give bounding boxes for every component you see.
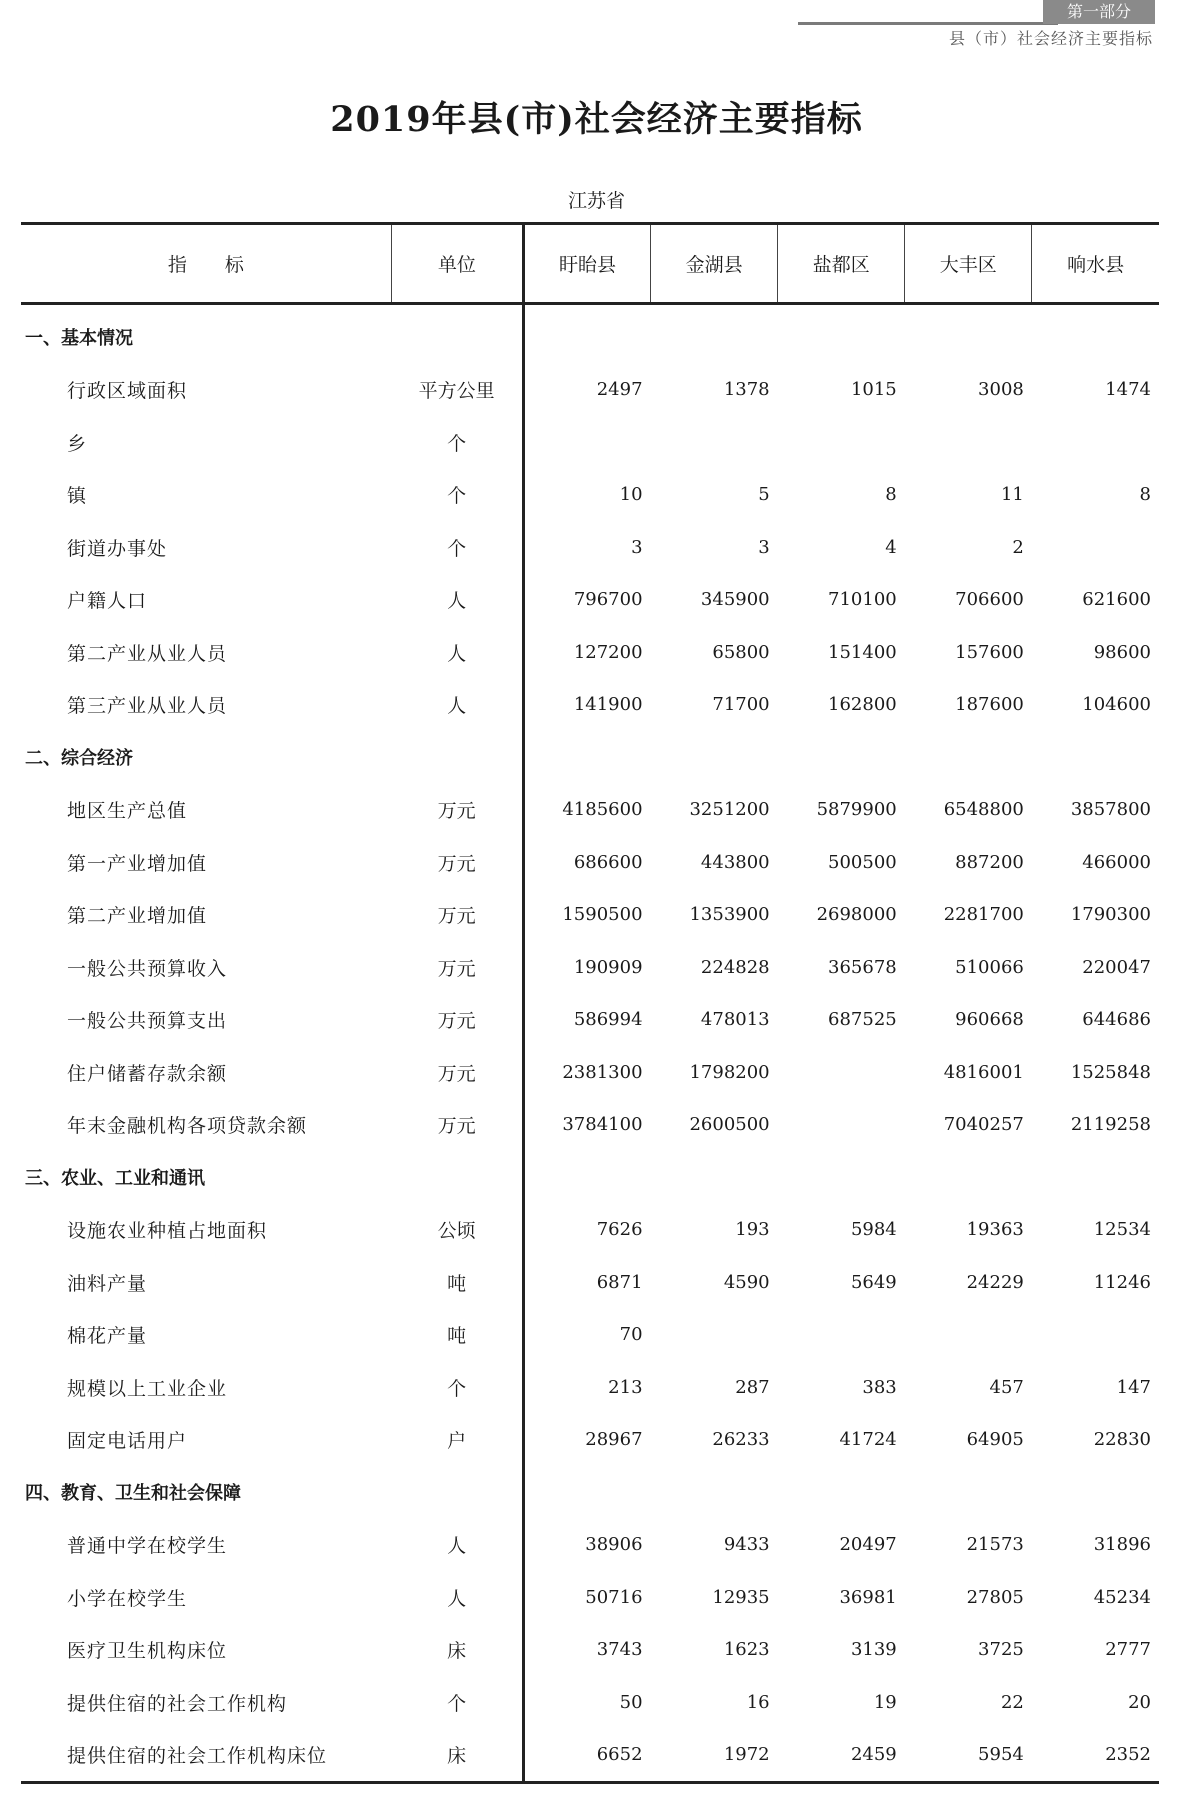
value-cell: 3725 <box>978 1639 1024 1661</box>
value-cell: 3139 <box>850 1639 897 1661</box>
value-cell: 28967 <box>585 1429 643 1451</box>
value-cell: 45234 <box>1093 1586 1151 1608</box>
value-cell: 151400 <box>828 641 897 663</box>
table-row <box>21 1414 1159 1467</box>
value-cell <box>651 1151 778 1204</box>
value-cell: 2777 <box>1105 1639 1151 1661</box>
category-label: 三、农业、工业和通讯 <box>25 1168 205 1190</box>
value-cell: 2698000 <box>816 904 897 926</box>
value-cell: 686600 <box>573 851 643 873</box>
value-cell <box>651 416 778 469</box>
value-cell: 1378 <box>723 379 770 401</box>
value-cell <box>523 1151 650 1204</box>
category-label: 四、教育、卫生和社会保障 <box>25 1483 241 1505</box>
unit-cell: 个 <box>391 521 523 574</box>
value-cell: 2600500 <box>689 1114 770 1136</box>
unit-cell <box>391 1466 523 1519</box>
value-cell: 104600 <box>1082 694 1151 716</box>
indicator-label: 医疗卫生机构床位 <box>67 1640 228 1663</box>
value-cell: 5 <box>758 484 770 506</box>
table-row <box>21 1046 1159 1099</box>
value-cell: 4816001 <box>943 1061 1024 1083</box>
unit-cell: 万元 <box>391 889 523 942</box>
value-cell <box>651 731 778 784</box>
unit-cell: 人 <box>391 574 523 627</box>
category-label: 二、综合经济 <box>25 748 133 770</box>
value-cell: 24229 <box>966 1271 1024 1293</box>
value-cell: 443800 <box>700 851 770 873</box>
value-cell: 3008 <box>978 379 1024 401</box>
value-cell: 3 <box>631 536 643 558</box>
unit-cell: 人 <box>391 1519 523 1572</box>
unit-cell: 吨 <box>391 1256 523 1309</box>
table-row <box>21 1729 1159 1783</box>
unit-cell: 吨 <box>391 1309 523 1362</box>
category-label: 一、基本情况 <box>25 328 133 350</box>
indicator-label: 一般公共预算支出 <box>67 1010 228 1033</box>
value-cell: 1015 <box>850 379 897 401</box>
table-row <box>21 784 1159 837</box>
value-cell: 2 <box>1012 536 1024 558</box>
category-row <box>21 1151 1159 1204</box>
indicator-label: 镇 <box>67 485 88 508</box>
page-header <box>798 0 1193 48</box>
table-row <box>21 1361 1159 1414</box>
value-cell: 796700 <box>573 589 643 611</box>
value-cell <box>905 1466 1032 1519</box>
unit-cell <box>391 304 523 364</box>
table-row <box>21 836 1159 889</box>
value-cell: 466000 <box>1082 851 1151 873</box>
value-cell <box>651 304 778 364</box>
value-cell: 70 <box>619 1324 643 1346</box>
value-cell: 220047 <box>1082 956 1151 978</box>
value-cell: 98600 <box>1093 641 1151 663</box>
value-cell: 65800 <box>712 641 770 663</box>
value-cell: 22 <box>1000 1691 1024 1713</box>
value-cell: 2352 <box>1032 1729 1159 1783</box>
value-cell: 64905 <box>966 1429 1024 1451</box>
value-cell: 1798200 <box>689 1061 770 1083</box>
value-cell: 3743 <box>596 1639 643 1661</box>
value-cell <box>523 731 650 784</box>
value-cell <box>523 304 650 364</box>
value-cell: 2381300 <box>562 1061 643 1083</box>
value-cell <box>523 416 650 469</box>
table-row <box>21 994 1159 1047</box>
value-cell: 1525848 <box>1070 1061 1151 1083</box>
value-cell: 7626 <box>596 1219 643 1241</box>
value-cell <box>778 731 905 784</box>
indicator-table <box>21 222 1159 1784</box>
table-row <box>21 626 1159 679</box>
value-cell <box>651 1466 778 1519</box>
value-cell: 4 <box>885 536 897 558</box>
header-rule <box>798 22 1058 25</box>
unit-cell: 人 <box>391 1571 523 1624</box>
value-cell: 5984 <box>850 1219 897 1241</box>
value-cell: 22830 <box>1093 1429 1151 1451</box>
value-cell: 41724 <box>839 1429 897 1451</box>
unit-cell: 个 <box>391 416 523 469</box>
value-cell: 162800 <box>828 694 897 716</box>
value-cell <box>905 416 1032 469</box>
value-cell: 20497 <box>839 1534 897 1556</box>
value-cell <box>778 1309 905 1362</box>
unit-cell: 万元 <box>391 1046 523 1099</box>
unit-cell: 床 <box>391 1729 523 1783</box>
value-cell <box>905 731 1032 784</box>
region-label: 江苏省 <box>567 190 625 212</box>
value-cell: 224828 <box>700 956 770 978</box>
value-cell: 11 <box>1000 484 1024 506</box>
value-cell <box>1032 416 1159 469</box>
value-cell: 21573 <box>966 1534 1024 1556</box>
indicator-label: 第二产业增加值 <box>67 905 208 928</box>
value-cell: 3857800 <box>1070 799 1151 821</box>
header-unit: 单位 <box>391 224 523 304</box>
header-county: 金湖县 <box>651 224 778 304</box>
value-cell: 644686 <box>1082 1009 1151 1031</box>
value-cell: 510066 <box>955 956 1024 978</box>
value-cell: 213 <box>608 1376 643 1398</box>
category-row <box>21 1466 1159 1519</box>
header-county: 响水县 <box>1032 224 1159 304</box>
indicator-label: 普通中学在校学生 <box>67 1535 228 1558</box>
value-cell: 2497 <box>596 379 643 401</box>
value-cell <box>1032 1466 1159 1519</box>
unit-cell: 床 <box>391 1624 523 1677</box>
indicator-label: 设施农业种植占地面积 <box>67 1220 268 1243</box>
header-county: 盱眙县 <box>523 224 650 304</box>
value-cell: 1623 <box>723 1639 770 1661</box>
value-cell: 478013 <box>700 1009 770 1031</box>
value-cell: 27805 <box>966 1586 1024 1608</box>
value-cell <box>1032 304 1159 364</box>
indicator-label: 小学在校学生 <box>67 1587 188 1610</box>
value-cell: 1972 <box>651 1729 778 1783</box>
value-cell: 1590500 <box>562 904 643 926</box>
header-county: 大丰区 <box>905 224 1032 304</box>
indicator-label: 行政区域面积 <box>67 380 188 403</box>
value-cell: 12534 <box>1093 1219 1151 1241</box>
table-header-row <box>21 224 1159 304</box>
table-row <box>21 679 1159 732</box>
unit-cell: 个 <box>391 1361 523 1414</box>
unit-cell: 人 <box>391 679 523 732</box>
header-county: 盐都区 <box>778 224 905 304</box>
category-row <box>21 731 1159 784</box>
value-cell: 345900 <box>700 589 770 611</box>
value-cell: 6652 <box>523 1729 650 1783</box>
unit-cell: 万元 <box>391 836 523 889</box>
value-cell <box>1032 1309 1159 1362</box>
table-row <box>21 941 1159 994</box>
value-cell: 50716 <box>585 1586 643 1608</box>
indicator-label: 棉花产量 <box>67 1325 148 1348</box>
unit-cell: 万元 <box>391 1099 523 1152</box>
page-title: 2019年县(市)社会经济主要指标 <box>330 99 863 140</box>
value-cell <box>778 1099 905 1152</box>
table-row <box>21 469 1159 522</box>
table-row <box>21 521 1159 574</box>
value-cell <box>778 1046 905 1099</box>
value-cell: 383 <box>862 1376 897 1398</box>
value-cell <box>905 304 1032 364</box>
unit-cell <box>391 731 523 784</box>
unit-cell: 人 <box>391 626 523 679</box>
value-cell: 2281700 <box>943 904 1024 926</box>
header-indicator: 指标 <box>21 224 391 304</box>
unit-cell: 平方公里 <box>391 364 523 417</box>
table-row <box>21 1309 1159 1362</box>
table-body <box>21 304 1159 1783</box>
value-cell: 706600 <box>955 589 1024 611</box>
value-cell <box>1032 731 1159 784</box>
indicator-label: 固定电话用户 <box>67 1430 188 1453</box>
value-cell: 457 <box>989 1376 1024 1398</box>
indicator-label: 住户储蓄存款余额 <box>67 1062 228 1085</box>
value-cell: 6548800 <box>943 799 1024 821</box>
value-cell: 1790300 <box>1070 904 1151 926</box>
value-cell: 20 <box>1128 1691 1151 1713</box>
value-cell: 3784100 <box>562 1114 643 1136</box>
value-cell: 2459 <box>778 1729 905 1783</box>
value-cell: 710100 <box>828 589 897 611</box>
value-cell: 287 <box>735 1376 770 1398</box>
value-cell: 5649 <box>850 1271 897 1293</box>
unit-cell: 个 <box>391 469 523 522</box>
table-row <box>21 1099 1159 1152</box>
value-cell: 3251200 <box>689 799 770 821</box>
value-cell: 365678 <box>828 956 897 978</box>
value-cell: 1353900 <box>689 904 770 926</box>
unit-cell: 万元 <box>391 994 523 1047</box>
indicator-label: 年末金融机构各项贷款余额 <box>67 1115 308 1138</box>
value-cell: 31896 <box>1093 1534 1151 1556</box>
value-cell: 38906 <box>585 1534 643 1556</box>
value-cell: 3 <box>758 536 770 558</box>
value-cell: 127200 <box>573 641 643 663</box>
value-cell: 9433 <box>723 1534 770 1556</box>
value-cell <box>905 1151 1032 1204</box>
indicator-label: 地区生产总值 <box>67 800 188 823</box>
value-cell: 887200 <box>955 851 1024 873</box>
value-cell <box>1032 1151 1159 1204</box>
value-cell: 4590 <box>723 1271 770 1293</box>
unit-cell: 万元 <box>391 784 523 837</box>
indicator-label: 第一产业增加值 <box>67 852 208 875</box>
table-row <box>21 1204 1159 1257</box>
value-cell: 4185600 <box>562 799 643 821</box>
value-cell: 19363 <box>966 1219 1024 1241</box>
indicator-label: 第三产业从业人员 <box>67 695 228 718</box>
category-row <box>21 304 1159 364</box>
indicator-label: 提供住宿的社会工作机构床位 <box>21 1729 391 1783</box>
value-cell: 960668 <box>955 1009 1024 1031</box>
table-row <box>21 416 1159 469</box>
value-cell: 5879900 <box>816 799 897 821</box>
value-cell: 687525 <box>828 1009 897 1031</box>
section-tab: 第一部分 <box>1043 0 1155 24</box>
unit-cell: 万元 <box>391 941 523 994</box>
unit-cell: 公顷 <box>391 1204 523 1257</box>
value-cell <box>651 1309 778 1362</box>
value-cell: 71700 <box>712 694 770 716</box>
value-cell: 8 <box>1139 484 1151 506</box>
indicator-table-wrap <box>21 222 1159 1784</box>
unit-cell: 户 <box>391 1414 523 1467</box>
value-cell: 6871 <box>596 1271 643 1293</box>
value-cell: 586994 <box>573 1009 643 1031</box>
value-cell: 157600 <box>955 641 1024 663</box>
value-cell: 26233 <box>712 1429 770 1451</box>
unit-cell: 个 <box>391 1676 523 1729</box>
value-cell: 10 <box>619 484 643 506</box>
value-cell: 2119258 <box>1070 1114 1151 1136</box>
value-cell: 193 <box>735 1219 770 1241</box>
value-cell: 500500 <box>828 851 897 873</box>
value-cell: 141900 <box>573 694 643 716</box>
value-cell <box>778 1151 905 1204</box>
indicator-label: 乡 <box>67 432 88 455</box>
indicator-label: 户籍人口 <box>67 590 148 613</box>
value-cell: 187600 <box>955 694 1024 716</box>
table-row <box>21 1519 1159 1572</box>
value-cell: 36981 <box>839 1586 897 1608</box>
indicator-label: 第二产业从业人员 <box>67 642 228 665</box>
table-row <box>21 1571 1159 1624</box>
value-cell: 147 <box>1116 1376 1151 1398</box>
table-row <box>21 574 1159 627</box>
indicator-label: 一般公共预算收入 <box>67 957 228 980</box>
value-cell: 190909 <box>573 956 643 978</box>
indicator-label: 规模以上工业企业 <box>67 1377 228 1400</box>
table-row <box>21 1624 1159 1677</box>
value-cell <box>1032 521 1159 574</box>
value-cell: 19 <box>873 1691 897 1713</box>
indicator-label: 提供住宿的社会工作机构 <box>67 1692 288 1715</box>
value-cell: 8 <box>885 484 897 506</box>
running-head: 县（市）社会经济主要指标 <box>948 29 1153 48</box>
value-cell: 12935 <box>712 1586 770 1608</box>
value-cell: 16 <box>746 1691 770 1713</box>
value-cell: 621600 <box>1082 589 1151 611</box>
table-row <box>21 364 1159 417</box>
value-cell: 50 <box>619 1691 643 1713</box>
value-cell: 11246 <box>1093 1271 1151 1293</box>
value-cell: 1474 <box>1105 379 1151 401</box>
indicator-label: 街道办事处 <box>67 537 168 560</box>
value-cell: 5954 <box>905 1729 1032 1783</box>
unit-cell <box>391 1151 523 1204</box>
value-cell <box>523 1466 650 1519</box>
value-cell: 7040257 <box>943 1114 1024 1136</box>
value-cell <box>778 304 905 364</box>
indicator-label: 油料产量 <box>67 1272 148 1295</box>
value-cell <box>905 1309 1032 1362</box>
value-cell <box>778 1466 905 1519</box>
table-row <box>21 889 1159 942</box>
table-row <box>21 1676 1159 1729</box>
value-cell <box>778 416 905 469</box>
table-row <box>21 1256 1159 1309</box>
